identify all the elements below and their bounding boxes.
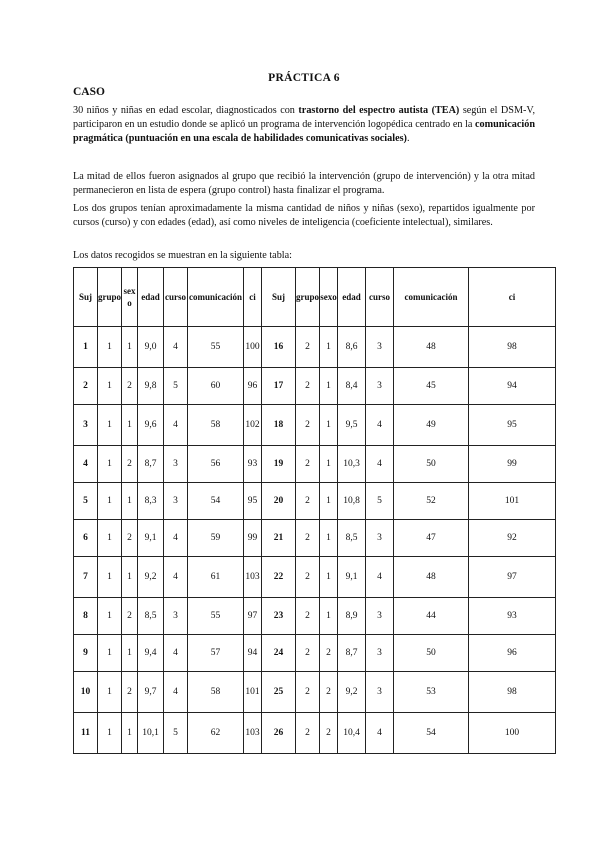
table-cell: 10,3 [338, 446, 366, 483]
header-cell: curso [366, 268, 394, 327]
table-cell: 103 [244, 713, 262, 754]
table-cell: 1 [98, 557, 122, 598]
table-cell: 1 [122, 557, 138, 598]
subject-cell: 19 [262, 446, 296, 483]
table-cell: 1 [98, 327, 122, 368]
header-cell: curso [164, 268, 188, 327]
table-cell: 44 [394, 598, 469, 635]
table-cell: 54 [188, 483, 244, 520]
table-cell: 9,0 [138, 327, 164, 368]
table-cell: 1 [98, 446, 122, 483]
intro-bold-communication: comunicación pragmática (puntuación en una escala de habilidades comunicativas sociales) [73, 119, 535, 144]
table-cell: 52 [394, 483, 469, 520]
header-cell: sexo [122, 268, 138, 327]
table-cell: 50 [394, 446, 469, 483]
table-cell: 4 [366, 405, 394, 446]
table-cell: 102 [244, 405, 262, 446]
table-cell: 8,7 [138, 446, 164, 483]
table-cell: 3 [366, 520, 394, 557]
table-cell: 4 [164, 327, 188, 368]
subject-cell: 4 [74, 446, 98, 483]
table-cell: 48 [394, 327, 469, 368]
table-row [74, 557, 556, 598]
subject-cell: 6 [74, 520, 98, 557]
header-cell: sexo [320, 268, 338, 327]
paragraph-table-intro: Los datos recogidos se muestran en la siguiente tabla: [73, 250, 292, 261]
table-cell: 9,5 [338, 405, 366, 446]
subject-cell: 2 [74, 368, 98, 405]
table-cell: 1 [122, 713, 138, 754]
table-cell: 5 [164, 713, 188, 754]
table-cell: 9,8 [138, 368, 164, 405]
header-cell: comunicación [188, 268, 244, 327]
header-cell: grupo [296, 268, 320, 327]
table-cell: 2 [296, 446, 320, 483]
table-cell: 93 [469, 598, 556, 635]
table-cell: 5 [164, 368, 188, 405]
table-cell: 1 [122, 635, 138, 672]
table-cell: 1 [320, 405, 338, 446]
table-cell: 53 [394, 672, 469, 713]
table-cell: 95 [469, 405, 556, 446]
table-cell: 99 [469, 446, 556, 483]
table-row [74, 368, 556, 405]
table-cell: 96 [469, 635, 556, 672]
table-cell: 8,6 [338, 327, 366, 368]
table-row [74, 520, 556, 557]
table-cell: 98 [469, 327, 556, 368]
table-cell: 55 [188, 598, 244, 635]
table-cell: 58 [188, 405, 244, 446]
section-heading: CASO [73, 86, 105, 98]
table-cell: 1 [320, 483, 338, 520]
table-cell: 45 [394, 368, 469, 405]
table-cell: 9,7 [138, 672, 164, 713]
table-cell: 59 [188, 520, 244, 557]
header-cell: Suj [262, 268, 296, 327]
table-cell: 60 [188, 368, 244, 405]
subject-cell: 17 [262, 368, 296, 405]
table-cell: 1 [320, 598, 338, 635]
table-cell: 1 [98, 520, 122, 557]
table-cell: 1 [98, 635, 122, 672]
subject-cell: 20 [262, 483, 296, 520]
header-cell: grupo [98, 268, 122, 327]
table-cell: 2 [320, 713, 338, 754]
table-cell: 8,7 [338, 635, 366, 672]
table-cell: 49 [394, 405, 469, 446]
table-row [74, 635, 556, 672]
header-cell: edad [338, 268, 366, 327]
table-cell: 3 [164, 446, 188, 483]
table-cell: 4 [366, 713, 394, 754]
table-cell: 1 [98, 368, 122, 405]
table-cell: 1 [98, 713, 122, 754]
table-cell: 1 [98, 672, 122, 713]
table-cell: 8,5 [338, 520, 366, 557]
table-cell: 2 [296, 713, 320, 754]
table-cell: 2 [320, 635, 338, 672]
subject-cell: 22 [262, 557, 296, 598]
table-cell: 9,1 [138, 520, 164, 557]
subject-cell: 9 [74, 635, 98, 672]
header-cell: edad [138, 268, 164, 327]
table-cell: 9,2 [138, 557, 164, 598]
table-cell: 100 [244, 327, 262, 368]
table-cell: 57 [188, 635, 244, 672]
table-cell: 1 [320, 557, 338, 598]
table-cell: 1 [98, 483, 122, 520]
table-cell: 8,4 [338, 368, 366, 405]
subject-cell: 10 [74, 672, 98, 713]
table-row [74, 713, 556, 754]
table-cell: 4 [366, 446, 394, 483]
paragraph-matching: Los dos grupos tenían aproximadamente la misma cantidad de niños y niñas (sexo), repartidos igualmente por cursos (curso) y con edades (edad), así como niveles de inteligencia (coeficiente intelectual), similares. [73, 203, 535, 228]
intro-bold-tea: trastorno del espectro autista (TEA) [298, 105, 460, 116]
table-cell: 2 [296, 483, 320, 520]
table-cell: 50 [394, 635, 469, 672]
table-row [74, 446, 556, 483]
table-cell: 3 [366, 635, 394, 672]
table-cell: 1 [320, 327, 338, 368]
table-cell: 95 [244, 483, 262, 520]
table-cell: 3 [366, 327, 394, 368]
table-row [74, 327, 556, 368]
table-cell: 2 [296, 327, 320, 368]
table-cell: 4 [164, 405, 188, 446]
table-cell: 1 [98, 405, 122, 446]
table-cell: 1 [122, 483, 138, 520]
table-cell: 93 [244, 446, 262, 483]
table-cell: 2 [296, 557, 320, 598]
table-cell: 54 [394, 713, 469, 754]
header-cell: ci [469, 268, 556, 327]
table-cell: 61 [188, 557, 244, 598]
table-cell: 10,8 [338, 483, 366, 520]
intro-text-2: según el DSM-V, participaron en un estudio donde se aplicó un programa de intervención logopédica centrado en la [73, 105, 535, 130]
header-cell: ci [244, 268, 262, 327]
header-cell: comunicación [394, 268, 469, 327]
subject-cell: 8 [74, 598, 98, 635]
paragraph-groups: La mitad de ellos fueron asignados al grupo que recibió la intervención (grupo de intervención) y la otra mitad permanecieron en lista de espera (grupo control) hasta finalizar el programa. [73, 171, 535, 196]
subject-cell: 21 [262, 520, 296, 557]
table-cell: 8,3 [138, 483, 164, 520]
table-cell: 9,4 [138, 635, 164, 672]
table-cell: 10,4 [338, 713, 366, 754]
table-cell: 4 [164, 557, 188, 598]
table-cell: 9,1 [338, 557, 366, 598]
table-cell: 5 [366, 483, 394, 520]
table-cell: 3 [164, 483, 188, 520]
table-cell: 98 [469, 672, 556, 713]
table-cell: 94 [469, 368, 556, 405]
table-cell: 1 [320, 368, 338, 405]
table-cell: 2 [296, 520, 320, 557]
table-cell: 3 [366, 368, 394, 405]
table-cell: 48 [394, 557, 469, 598]
table-cell: 8,9 [338, 598, 366, 635]
table-cell: 103 [244, 557, 262, 598]
table-cell: 1 [98, 598, 122, 635]
table-cell: 2 [296, 598, 320, 635]
subject-cell: 24 [262, 635, 296, 672]
table-cell: 2 [122, 520, 138, 557]
table-cell: 47 [394, 520, 469, 557]
table-cell: 2 [296, 368, 320, 405]
table-cell: 4 [164, 672, 188, 713]
table-cell: 1 [320, 520, 338, 557]
header-cell: Suj [74, 268, 98, 327]
table-header-row [74, 268, 556, 327]
table-row [74, 672, 556, 713]
subject-cell: 5 [74, 483, 98, 520]
table-row [74, 405, 556, 446]
table-cell: 56 [188, 446, 244, 483]
table-cell: 101 [244, 672, 262, 713]
table-cell: 97 [244, 598, 262, 635]
table-cell: 3 [366, 672, 394, 713]
table-cell: 1 [320, 446, 338, 483]
subject-cell: 1 [74, 327, 98, 368]
subject-cell: 11 [74, 713, 98, 754]
table-cell: 2 [296, 635, 320, 672]
subject-cell: 16 [262, 327, 296, 368]
table-cell: 2 [122, 672, 138, 713]
table-cell: 3 [366, 598, 394, 635]
table-cell: 100 [469, 713, 556, 754]
table-cell: 1 [122, 405, 138, 446]
table-cell: 2 [122, 446, 138, 483]
subject-cell: 26 [262, 713, 296, 754]
table-cell: 58 [188, 672, 244, 713]
table-cell: 2 [122, 368, 138, 405]
page-title: PRÁCTICA 6 [268, 72, 340, 84]
table-cell: 2 [320, 672, 338, 713]
subject-cell: 25 [262, 672, 296, 713]
table-cell: 99 [244, 520, 262, 557]
table-cell: 96 [244, 368, 262, 405]
paragraph-intro [73, 104, 535, 146]
table-cell: 4 [164, 520, 188, 557]
table-cell: 55 [188, 327, 244, 368]
subject-cell: 3 [74, 405, 98, 446]
table-cell: 92 [469, 520, 556, 557]
table-cell: 2 [122, 598, 138, 635]
table-cell: 10,1 [138, 713, 164, 754]
subject-cell: 18 [262, 405, 296, 446]
table-cell: 2 [296, 405, 320, 446]
table-row [74, 483, 556, 520]
table-cell: 3 [164, 598, 188, 635]
table-cell: 4 [164, 635, 188, 672]
table-cell: 8,5 [138, 598, 164, 635]
table-cell: 94 [244, 635, 262, 672]
table-cell: 9,6 [138, 405, 164, 446]
table-cell: 1 [122, 327, 138, 368]
table-cell: 97 [469, 557, 556, 598]
table-cell: 9,2 [338, 672, 366, 713]
data-table [73, 267, 556, 754]
table-cell: 62 [188, 713, 244, 754]
intro-text-1: 30 niños y niñas en edad escolar, diagnosticados con [73, 105, 299, 116]
table-cell: 4 [366, 557, 394, 598]
table-cell: 101 [469, 483, 556, 520]
subject-cell: 23 [262, 598, 296, 635]
table-cell: 2 [296, 672, 320, 713]
subject-cell: 7 [74, 557, 98, 598]
intro-text-3: . [406, 133, 410, 144]
table-row [74, 598, 556, 635]
